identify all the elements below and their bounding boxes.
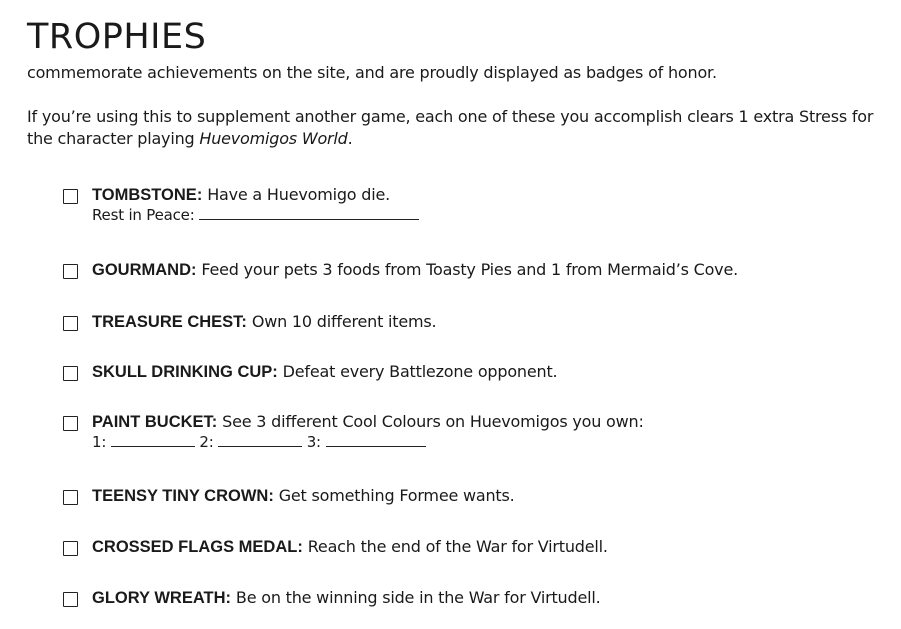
trophy-name: SKULL DRINKING CUP: — [92, 363, 278, 381]
trophy-name: PAINT BUCKET: — [92, 413, 218, 431]
blank-label: 3: — [306, 433, 321, 451]
checkbox[interactable] — [63, 264, 78, 279]
trophy-name: GLORY WREATH: — [92, 589, 232, 607]
checkbox[interactable] — [63, 366, 78, 381]
page — [27, 14, 887, 150]
trophy-name: CROSSED FLAGS MEDAL: — [92, 538, 303, 556]
checkbox[interactable] — [63, 189, 78, 204]
checkbox[interactable] — [63, 541, 78, 556]
trophy-item-treasure-chest — [63, 312, 436, 332]
trophy-name: TEENSY TINY CROWN: — [92, 487, 274, 505]
supplement-text — [27, 106, 887, 150]
trophy-item-paint-bucket — [63, 412, 644, 452]
trophy-item-gourmand — [63, 260, 738, 280]
blank-label: 2: — [199, 433, 214, 451]
colour-blank-1[interactable] — [111, 432, 195, 447]
trophy-desc: Defeat every Battlezone opponent. — [277, 362, 558, 381]
trophy-item-tombstone — [63, 185, 419, 225]
checkbox[interactable] — [63, 316, 78, 331]
game-name: Huevomigos World — [199, 129, 348, 148]
page-title: TROPHIES — [27, 17, 207, 57]
trophy-desc: Be on the winning side in the War for Virtudell. — [231, 588, 601, 607]
trophy-desc: Get something Formee wants. — [273, 486, 515, 505]
colour-blank-3[interactable] — [326, 432, 426, 447]
rest-in-peace-blank[interactable] — [199, 205, 419, 220]
intro-text: commemorate achievements on the site, and are proudly displayed as badges of honor. — [27, 63, 717, 82]
trophy-name: TOMBSTONE: — [92, 186, 203, 204]
checkbox[interactable] — [63, 490, 78, 505]
trophy-desc: Have a Huevomigo die. — [202, 185, 390, 204]
checkbox[interactable] — [63, 416, 78, 431]
trophy-desc: Reach the end of the War for Virtudell. — [302, 537, 608, 556]
colour-blanks-line — [92, 432, 644, 452]
trophy-desc: See 3 different Cool Colours on Huevomigos you own: — [217, 412, 644, 431]
rest-in-peace-label: Rest in Peace: — [92, 206, 195, 224]
trophy-item-crossed-flags-medal — [63, 537, 608, 557]
supplement-text-before: If you’re using this to supplement another game, each one of these you accomplish clears 1 extra Stress for the character playing — [27, 107, 874, 148]
trophy-desc: Feed your pets 3 foods from Toasty Pies and 1 from Mermaid’s Cove. — [196, 260, 738, 279]
rest-in-peace-line — [92, 205, 419, 225]
blank-label: 1: — [92, 433, 107, 451]
trophy-name: GOURMAND: — [92, 261, 197, 279]
checkbox[interactable] — [63, 592, 78, 607]
trophy-item-teensy-tiny-crown — [63, 486, 515, 506]
trophy-name: TREASURE CHEST: — [92, 313, 247, 331]
supplement-text-after: . — [347, 129, 353, 148]
colour-blank-2[interactable] — [218, 432, 302, 447]
trophy-item-skull-drinking-cup — [63, 362, 557, 382]
trophy-item-glory-wreath — [63, 588, 600, 608]
trophy-desc: Own 10 different items. — [246, 312, 437, 331]
